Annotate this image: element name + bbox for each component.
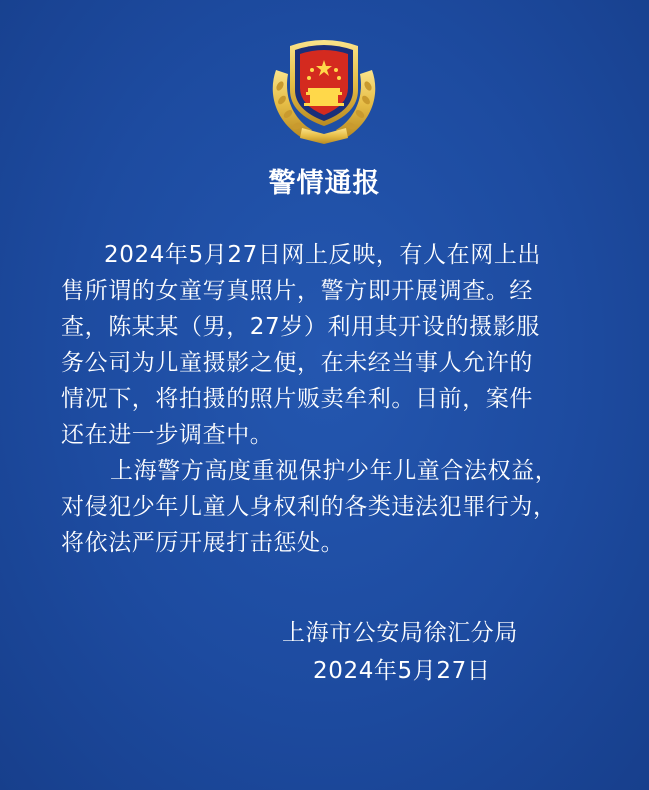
signature-date: 2024年5月27日 xyxy=(313,658,491,684)
paragraph-line: 将依法严厉开展打击惩处。 xyxy=(61,530,345,556)
paragraph-line: 情况下，将拍摄的照片贩卖牟利。目前，案件 xyxy=(61,386,533,412)
signature-organization: 上海市公安局徐汇分局 xyxy=(282,620,518,646)
paragraph-line: 务公司为儿童摄影之便，在未经当事人允许的 xyxy=(61,350,533,376)
paragraph-line: 对侵犯少年儿童人身权利的各类违法犯罪行为， xyxy=(61,494,557,520)
paragraph-line: 查，陈某某（男，27岁）利用其开设的摄影服 xyxy=(61,314,540,340)
paragraph-line: 还在进一步调查中。 xyxy=(61,422,274,448)
paragraph-line: 2024年5月27日网上反映，有人在网上出 xyxy=(104,242,542,268)
paragraph-line: 售所谓的女童写真照片，警方即开展调查。经 xyxy=(61,278,533,304)
paragraph-line: 上海警方高度重视保护少年儿童合法权益， xyxy=(110,458,559,484)
notice-title: 警情通报 xyxy=(268,168,381,199)
police-emblem-icon xyxy=(262,30,386,148)
